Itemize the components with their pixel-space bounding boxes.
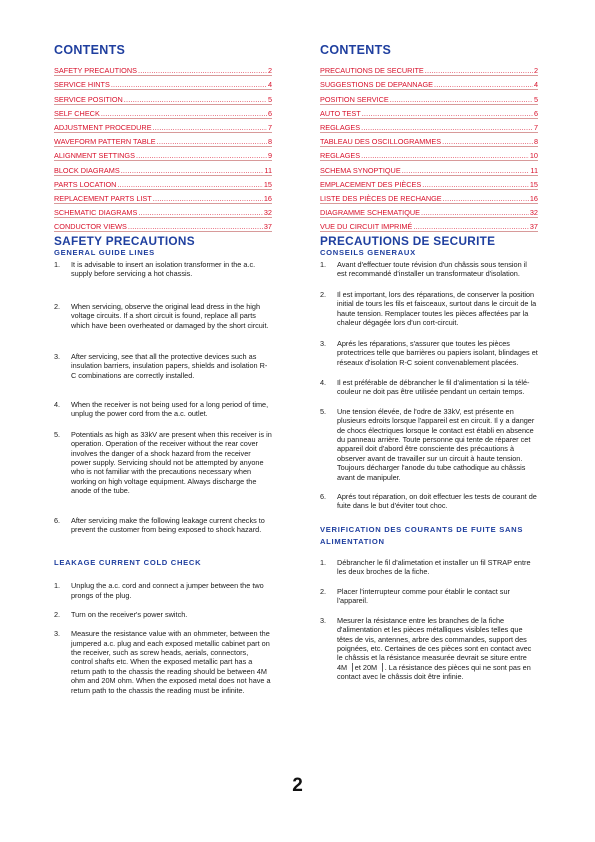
toc-entry[interactable]: [320, 76, 538, 90]
item-number: 3.: [320, 338, 327, 348]
toc-leader: [101, 109, 267, 118]
item-number: 2.: [320, 586, 327, 596]
toc-label: ADJUSTMENT PROCEDURE: [54, 122, 152, 132]
list-item: [320, 339, 538, 378]
item-text: Potentials as high as 33kV are present when this receiver is in operation. Operation of the receiver without the rear cover involves the danger of a shock hazard from the receiver power supply. Servicing should not be attempted by anyone who is not familiar with the precautions necessary when working on high voltage equipment. Always discharge the anode of the tube.: [71, 429, 272, 496]
item-number: 4.: [320, 377, 327, 387]
item-text: Measure the resistance value with an ohmmeter, between the jumpered a.c. plug and each exposed metallic cabinet part on the receiver, such as screw heads, aerials, connectors, control shafts etc. When the exposed metallic part has a return path to the chassis the reading should be between 4M ohm and 20M ohm. When the exposed metal does not have a return path to the chassis the reading must be infinite.: [71, 629, 271, 695]
table-of-contents: [54, 62, 272, 232]
item-number: 2.: [320, 289, 327, 299]
toc-page: 16: [529, 193, 538, 203]
section-title: SAFETY PRECAUTIONS: [54, 234, 195, 249]
toc-leader: [128, 222, 263, 231]
toc-label: REPLACEMENT PARTS LIST: [54, 193, 152, 203]
item-number: 1.: [320, 259, 327, 269]
toc-entry[interactable]: [54, 105, 272, 119]
list-item: [320, 407, 538, 492]
toc-label: POSITION SERVICE: [320, 94, 389, 104]
toc-leader: [153, 123, 267, 132]
toc-leader: [443, 194, 529, 203]
toc-page: 11: [530, 165, 538, 175]
toc-entry[interactable]: [320, 105, 538, 119]
toc-label: AUTO TEST: [320, 108, 361, 118]
toc-label: SCHEMA SYNOPTIQUE: [320, 165, 401, 175]
toc-page: 7: [533, 122, 538, 132]
toc-leader: [153, 194, 263, 203]
toc-label: SERVICE POSITION: [54, 94, 123, 104]
item-number: 1.: [54, 581, 61, 591]
toc-entry[interactable]: [320, 147, 538, 161]
toc-label: SERVICE HINTS: [54, 80, 110, 90]
toc-page: 4: [267, 80, 272, 90]
toc-page: 11: [264, 165, 272, 175]
toc-label: REGLAGES: [320, 122, 361, 132]
toc-label: WAVEFORM PATTERN TABLE: [54, 137, 156, 147]
toc-leader: [361, 123, 533, 132]
toc-page: 8: [267, 137, 272, 147]
toc-entry[interactable]: [320, 90, 538, 104]
toc-leader: [413, 222, 529, 231]
item-number: 6.: [320, 491, 327, 501]
item-number: 3.: [54, 351, 61, 361]
list-item: [54, 400, 272, 430]
toc-page: 10: [529, 151, 538, 161]
item-text: Débrancher le fil d'alimetation et installer un fil STRAP entre les deux broches de la fiche.: [337, 557, 531, 577]
page-number: 2: [292, 775, 303, 796]
toc-entry[interactable]: [54, 90, 272, 104]
toc-label: DIAGRAMME SCHEMATIQUE: [320, 208, 421, 218]
toc-label: BLOCK DIAGRAMS: [54, 165, 120, 175]
item-text: Mesurer la résistance entre les branches de la fiche d'alimentation et les pièces métalliques visibles telles que têtes de vis, antennes, arbre des commandes, support des poignées, etc. Certaines de ces pièces sont en contact avec le châssis et la résistance measurée devrait se siture entre 4M▕ et 20M▕ . La résistance des pièces qui ne sont pas en contact avec le châssis doit être infinie.: [337, 615, 532, 682]
list-item: [320, 290, 538, 339]
item-number: 3.: [54, 629, 61, 639]
list-item: [54, 610, 272, 629]
toc-page: 15: [529, 179, 538, 189]
subsection-title: VERIFICATION DES COURANTS DE FUITE SANS ALIMENTATION: [320, 524, 524, 546]
item-text: Turn on the receiver's power switch.: [71, 610, 188, 620]
toc-leader: [390, 95, 533, 104]
item-number: 1.: [320, 557, 327, 567]
toc-leader: [138, 66, 267, 75]
toc-leader: [422, 180, 529, 189]
item-number: 2.: [54, 610, 61, 620]
toc-entry[interactable]: [54, 76, 272, 90]
toc-label: LISTE DES PIÈCES DE RECHANGE: [320, 193, 442, 203]
item-number: 3.: [320, 615, 327, 625]
item-number: 6.: [54, 515, 61, 525]
toc-page: 4: [533, 80, 538, 90]
item-number: 2.: [54, 301, 61, 311]
list-item: [320, 616, 538, 682]
toc-page: 16: [263, 193, 272, 203]
toc-label: SAFETY PRECAUTIONS: [54, 66, 137, 76]
toc-leader: [117, 180, 262, 189]
toc-label: PRECAUTIONS DE SECURITE: [320, 66, 424, 76]
item-text: Il est important, lors des réparations, de conserver la position initial de tours les fils et faisceaux, surtout dans le circuit de la haute tension. Remplacer toutes les pièces affectées par la chaleur dégagée lors d'un cort-circuit.: [337, 289, 537, 327]
toc-page: 32: [263, 208, 272, 218]
list-item: [54, 516, 272, 558]
toc-leader: [111, 80, 267, 89]
toc-label: SELF CHECK: [54, 108, 100, 118]
list-item: [320, 587, 538, 616]
toc-leader: [421, 208, 529, 217]
item-text: Aprés tout réparation, on doit effectuer les tests de courant de fuite dans le but d'éviter tout choc.: [337, 491, 537, 511]
toc-leader: [136, 151, 267, 160]
toc-leader: [362, 109, 533, 118]
toc-entry[interactable]: [320, 62, 538, 76]
toc-leader: [425, 66, 533, 75]
toc-label: ALIGNMENT SETTINGS: [54, 151, 135, 161]
item-text: Une tension élevée, de l'odre de 33kV, est présente en plusieurs edroits lorsque l'appareil est en circuit. Il y a danger de chocs électriques lorsque le contact est établi en absence du panneau arrière. Toute personne qui tente de réparer cet appareil doit d'abord être consciente des précautions à observer avant de travailler sur un circuit à haute tension. Toujours décharger l'anode du tube cathodique au châssis avant de manipuler.: [337, 406, 535, 482]
subsection-title: CONSEILS GENERAUX: [320, 248, 416, 258]
toc-entry[interactable]: [54, 119, 272, 133]
toc-entry[interactable]: [320, 161, 538, 175]
item-text: When servicing, observe the original lead dress in the high voltage circuits. If a short circuit is found, replace all parts which have been overheated or damaged by the short circuit.: [71, 301, 269, 330]
list-item: [54, 430, 272, 516]
toc-label: SUGGESTIONS DE DEPANNAGE: [320, 80, 433, 90]
toc-leader: [402, 166, 530, 175]
toc-label: EMPLACEMENT DES PIÈCES: [320, 179, 422, 189]
contents-title: CONTENTS: [54, 43, 126, 57]
list-item: [54, 581, 272, 610]
toc-entry[interactable]: [320, 218, 538, 232]
toc-leader: [157, 137, 267, 146]
toc-page: 5: [533, 94, 538, 104]
toc-entry[interactable]: [54, 176, 272, 190]
toc-entry[interactable]: [54, 218, 272, 232]
toc-entry[interactable]: [54, 62, 272, 76]
item-text: Avant d'effectuer toute révision d'un châssis sous tension il est recommandé d'installer un transformateur d'isolation.: [337, 259, 527, 279]
toc-label: CONDUCTOR VIEWS: [54, 222, 127, 232]
toc-entry[interactable]: [320, 204, 538, 218]
toc-leader: [121, 166, 264, 175]
item-text: When the receiver is not being used for a long period of time, unplug the power cord from the a.c. outlet.: [71, 399, 269, 419]
item-number: 1.: [54, 259, 61, 269]
contents-title: CONTENTS: [320, 43, 392, 57]
toc-page: 6: [533, 108, 538, 118]
list-item: [54, 352, 272, 400]
toc-entry[interactable]: [320, 119, 538, 133]
toc-label: PARTS LOCATION: [54, 179, 117, 189]
item-text: Unplug the a.c. cord and connect a jumper between the two prongs of the plug.: [71, 581, 264, 600]
toc-leader: [124, 95, 267, 104]
toc-label: VUE DU CIRCUIT IMPRIMÉ: [320, 222, 413, 232]
toc-page: 2: [267, 66, 272, 76]
toc-page: 7: [267, 122, 272, 132]
item-number: 5.: [54, 429, 61, 439]
toc-entry[interactable]: [320, 176, 538, 190]
list-item: [320, 260, 538, 290]
list-item: [54, 629, 272, 695]
toc-entry[interactable]: [320, 190, 538, 204]
toc-page: 37: [263, 222, 272, 232]
toc-page: 9: [267, 151, 272, 161]
french-column: [320, 42, 538, 682]
toc-page: 2: [533, 66, 538, 76]
item-number: 5.: [320, 406, 327, 416]
toc-leader: [138, 208, 262, 217]
toc-page: 37: [529, 222, 538, 232]
toc-page: 6: [267, 108, 272, 118]
toc-leader: [442, 137, 533, 146]
table-of-contents: [320, 62, 538, 232]
list-item: [54, 302, 272, 352]
item-text: Placer l'interrupteur comme pour établir le contact sur l'appareil.: [337, 586, 510, 606]
toc-page: 5: [267, 94, 272, 104]
toc-leader: [434, 80, 533, 89]
toc-page: 32: [529, 208, 538, 218]
toc-entry[interactable]: [54, 147, 272, 161]
item-text: After servicing make the following leakage current checks to prevent the customer from being exposed to shock hazard.: [71, 515, 265, 535]
toc-label: SCHEMATIC DIAGRAMS: [54, 208, 138, 218]
toc-entry[interactable]: [320, 133, 538, 147]
toc-entry[interactable]: [54, 190, 272, 204]
english-column: [54, 42, 272, 695]
item-text: Aprés les réparations, s'assurer que toutes les pièces protectrices telle que barrières ou papiers isolant, blindages et réseaux d'isolation R-C soient convenablement placées.: [337, 338, 538, 367]
item-text: After servicing, see that all the protective devices such as insulation barriers, insulation papers, shields and isolation R-C combinations are correctly installed.: [71, 351, 268, 380]
section-title: PRECAUTIONS DE SECURITE: [320, 234, 496, 249]
list-item: [320, 378, 538, 407]
toc-entry[interactable]: [54, 204, 272, 218]
subsection-title: GENERAL GUIDE LINES: [54, 248, 155, 258]
toc-page: 8: [533, 137, 538, 147]
toc-leader: [361, 151, 529, 160]
toc-label: REGLAGES: [320, 151, 361, 161]
item-text: It is advisable to insert an isolation transformer in the a.c. supply before servicing a hot chassis.: [71, 259, 256, 279]
item-number: 4.: [54, 399, 61, 409]
toc-entry[interactable]: [54, 133, 272, 147]
toc-entry[interactable]: [54, 161, 272, 175]
list-item: [320, 492, 538, 524]
list-item: [320, 558, 538, 587]
toc-label: TABLEAU DES OSCILLOGRAMMES: [320, 137, 442, 147]
item-text: Il est préférable de débrancher le fil d'alimentation si la télé-couleur ne doit pas être utilisée pendant un certain temps.: [337, 377, 530, 397]
toc-page: 15: [263, 179, 272, 189]
subsection-title: LEAKAGE CURRENT COLD CHECK: [54, 557, 202, 567]
